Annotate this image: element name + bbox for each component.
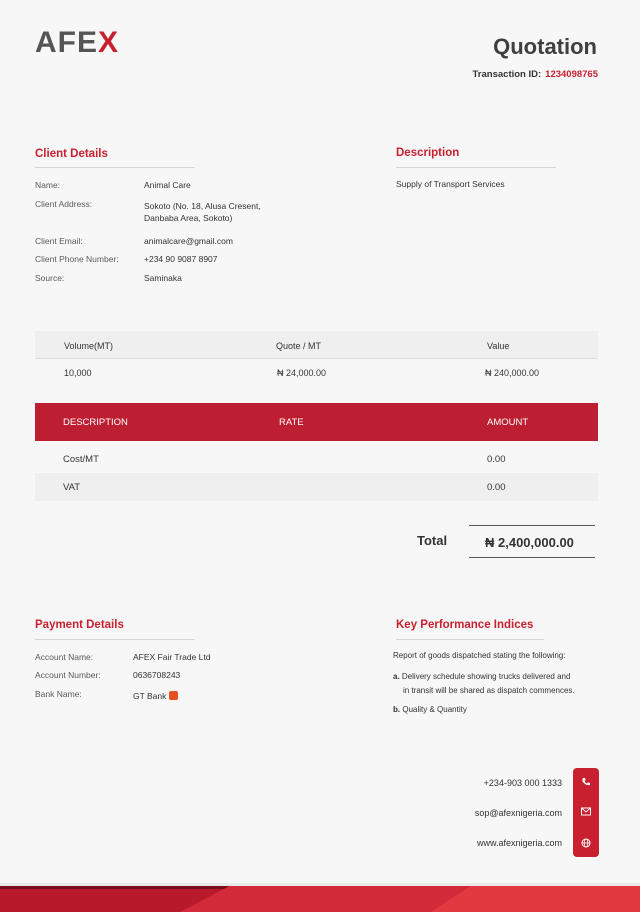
contact-email[interactable]: sop@afexnigeria.com xyxy=(474,808,562,818)
transaction-label: Transaction ID: xyxy=(472,69,542,80)
description-col-header: DESCRIPTION xyxy=(63,417,128,428)
quote-header: Quote / MT xyxy=(276,341,322,351)
total-label: Total xyxy=(417,533,448,548)
amount-col-header: AMOUNT xyxy=(487,417,529,428)
volume-cell: 10,000 xyxy=(64,368,92,378)
bank-name-label: Bank Name: xyxy=(35,689,82,699)
volume-table-row xyxy=(35,359,598,387)
client-name-value: Animal Care xyxy=(144,180,191,190)
total-value: ₦ 2,400,000.00 xyxy=(485,535,574,550)
client-phone-label: Client Phone Number: xyxy=(35,254,119,264)
row-amount: 0.00 xyxy=(487,454,506,465)
description-title: Description xyxy=(396,147,460,159)
client-address-line2: Danbaba Area, Sokoto) xyxy=(144,213,233,223)
kpi-a-line2: in transit will be shared as dispatch commences. xyxy=(403,686,575,695)
contact-website[interactable]: www.afexnigeria.com xyxy=(476,838,562,848)
total-box xyxy=(469,525,595,558)
bank-name-field xyxy=(133,690,178,702)
account-name-value: AFEX Fair Trade Ltd xyxy=(133,652,211,662)
rate-col-header: RATE xyxy=(279,417,304,428)
volume-table-header xyxy=(35,331,598,359)
payment-details-title: Payment Details xyxy=(35,619,124,631)
account-number-label: Account Number: xyxy=(35,670,101,680)
bank-logo-icon xyxy=(169,691,178,700)
table-row xyxy=(35,445,598,473)
kpi-b-marker: b. xyxy=(393,705,401,714)
client-email-value: animalcare@gmail.com xyxy=(144,236,233,246)
transaction-value: 1234098765 xyxy=(545,69,598,80)
contact-icon-bar xyxy=(573,768,599,857)
bank-name-value: GT Bank xyxy=(133,691,167,701)
kpi-a-marker: a. xyxy=(393,672,400,681)
globe-icon xyxy=(578,835,594,851)
client-address-line1: Sokoto (No. 18, Alusa Cresent, xyxy=(144,201,261,211)
row-description: Cost/MT xyxy=(63,454,99,465)
table-row xyxy=(35,473,598,501)
account-name-label: Account Name: xyxy=(35,652,94,662)
description-text: Supply of Transport Services xyxy=(396,179,505,189)
client-phone-value: +234 90 9087 8907 xyxy=(144,254,218,264)
divider xyxy=(35,639,195,640)
row-description: VAT xyxy=(63,482,81,493)
client-details-title: Client Details xyxy=(35,148,108,160)
kpi-intro: Report of goods dispatched stating the following: xyxy=(393,651,566,660)
page-title: Quotation xyxy=(493,34,597,59)
client-source-label: Source: xyxy=(35,273,65,283)
value-cell: ₦ 240,000.00 xyxy=(485,368,540,378)
row-amount: 0.00 xyxy=(487,482,506,493)
quote-cell: ₦ 24,000.00 xyxy=(277,368,327,378)
charges-table-header xyxy=(35,403,598,441)
mail-icon xyxy=(578,804,594,820)
divider xyxy=(35,167,195,168)
kpi-title: Key Performance Indices xyxy=(396,619,534,631)
footer-band xyxy=(0,883,640,912)
phone-icon xyxy=(578,774,594,790)
kpi-a-line1: Delivery schedule showing trucks delivered and xyxy=(401,672,571,681)
client-email-label: Client Email: xyxy=(35,236,83,246)
afex-logo: AFEX xyxy=(35,26,120,59)
contact-phone[interactable]: +234-903 000 1333 xyxy=(483,778,562,788)
kpi-item-b xyxy=(393,704,467,716)
client-address-label: Client Address: xyxy=(35,199,93,209)
client-name-label: Name: xyxy=(35,180,61,190)
account-number-value: 0636708243 xyxy=(133,670,181,680)
divider xyxy=(396,639,544,640)
client-source-value: Saminaka xyxy=(144,273,182,283)
transaction-id xyxy=(473,69,598,80)
kpi-b-text: Quality & Quantity xyxy=(402,705,467,714)
volume-header: Volume(MT) xyxy=(64,341,114,351)
value-header: Value xyxy=(487,341,510,351)
divider xyxy=(396,167,556,168)
kpi-item-a xyxy=(393,671,570,683)
